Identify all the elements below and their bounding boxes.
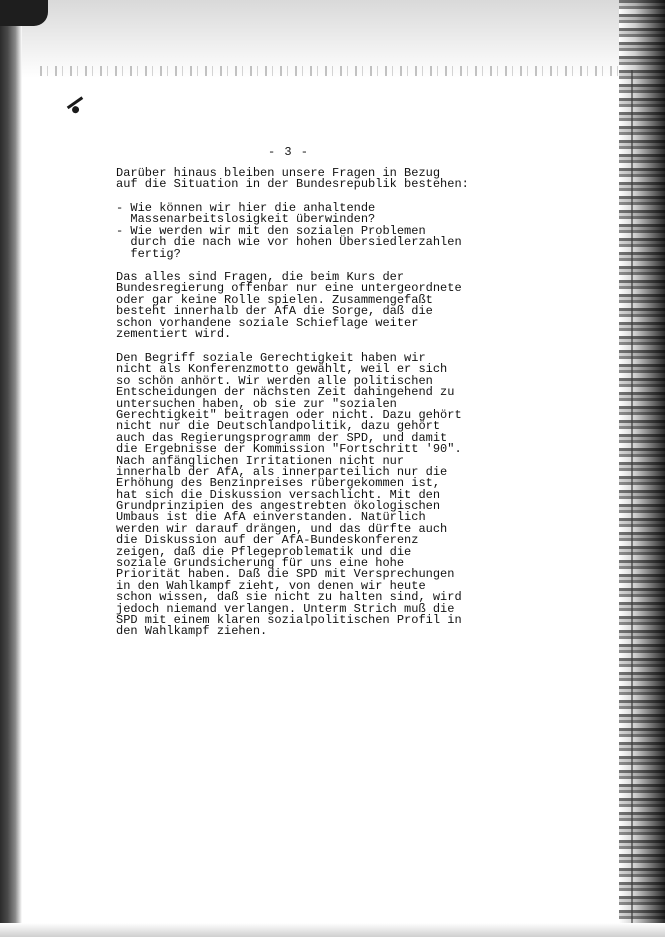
paragraph-social-justice <box>116 353 476 638</box>
text-line: die Ergebnisse der Kommission "Fortschritt '90". <box>116 442 462 457</box>
scan-right-line <box>631 70 633 930</box>
scan-corner-shadow <box>0 0 48 26</box>
text-line: innerhalb der AfA, als innerparteilich nur die <box>116 464 448 479</box>
text-line: Den Begriff soziale Gerechtigkeit haben wir <box>116 351 426 365</box>
text-line: Grundprinzipien des angestrebten ökologischen <box>116 499 441 514</box>
text-line: auch das Regierungsprogramm der SPD, und damit <box>116 430 448 445</box>
scan-left-edge <box>0 0 22 937</box>
text-line: hat sich die Diskussion versachlicht. Mit den <box>116 487 441 502</box>
text-line: zementiert wird. <box>116 326 232 341</box>
text-line: fertig? <box>116 246 181 261</box>
list-item <box>116 203 476 226</box>
text-line: Entscheidungen der nächsten Zeit dahingehend zu <box>116 385 455 400</box>
text-line: nicht als Konferenzmotto gewählt, weil er sich <box>116 362 448 377</box>
page-number: - 3 - <box>268 145 310 159</box>
text-line: oder gar keine Rolle spielen. Zusammengefaßt <box>116 292 433 307</box>
list-item <box>116 223 476 261</box>
text-line: soziale Grundsicherung für uns eine hohe <box>116 556 405 571</box>
scan-right-edge <box>619 0 665 937</box>
text-line: - Wie können wir hier die anhaltende <box>116 201 376 215</box>
text-line: Massenarbeitslosigkeit überwinden? <box>116 212 376 227</box>
text-line: schon wissen, daß sie nicht zu halten sind, wird <box>116 590 462 605</box>
text-line: jedoch niemand verlangen. Unterm Strich muß die <box>116 601 455 616</box>
text-line: Umbaus ist die AfA einverstanden. Natürlich <box>116 510 426 525</box>
text-line: schon vorhandene soziale Schieflage weiter <box>116 315 419 330</box>
text-line: nicht nur die Deutschlandpolitik, dazu gehört <box>116 419 441 434</box>
paragraph-concerns <box>116 272 476 340</box>
text-line: Das alles sind Fragen, die beim Kurs der <box>116 270 405 284</box>
margin-pen-mark <box>67 96 91 120</box>
text-line: Erhöhung des Benzinpreises rübergekommen ist, <box>116 476 441 491</box>
text-line: Darüber hinaus bleiben unsere Fragen in Bezug <box>116 166 441 180</box>
text-line: so schön anhört. Wir werden alle politischen <box>116 373 433 388</box>
text-line: besteht innerhalb der AfA die Sorge, daß die <box>116 304 433 319</box>
text-line: Priorität haben. Daß die SPD mit Versprechungen <box>116 567 455 582</box>
text-line: zeigen, daß die Pflegeproblematik und die <box>116 544 412 559</box>
text-line: - Wie werden wir mit den sozialen Problemen <box>116 223 426 238</box>
question-list <box>116 203 476 260</box>
text-line: Nach anfänglichen Irritationen nicht nur <box>116 453 405 468</box>
text-line: in den Wahlkampf zieht, von denen wir heute <box>116 578 426 593</box>
scan-bottom-edge <box>0 923 665 937</box>
text-line: untersuchen haben, ob sie zur "sozialen <box>116 396 397 411</box>
text-line: durch die nach wie vor hohen Übersiedlerzahlen <box>116 235 462 250</box>
text-line: die Diskussion auf der AfA-Bundeskonferenz <box>116 533 419 548</box>
text-line: den Wahlkampf ziehen. <box>116 624 268 639</box>
text-line: werden wir darauf drängen, und das dürfte auch <box>116 521 448 536</box>
scan-speckle <box>40 66 640 76</box>
text-line: auf die Situation in der Bundesrepublik bestehen: <box>116 177 469 192</box>
text-line: Bundesregierung offenbar nur eine untergeordnete <box>116 281 462 296</box>
scan-top-edge <box>0 0 665 78</box>
text-line: Gerechtigkeit" beitragen oder nicht. Dazu gehört <box>116 407 462 422</box>
text-line: SPD mit einem klaren sozialpolitischen Profil in <box>116 612 462 627</box>
intro-paragraph <box>116 168 476 191</box>
